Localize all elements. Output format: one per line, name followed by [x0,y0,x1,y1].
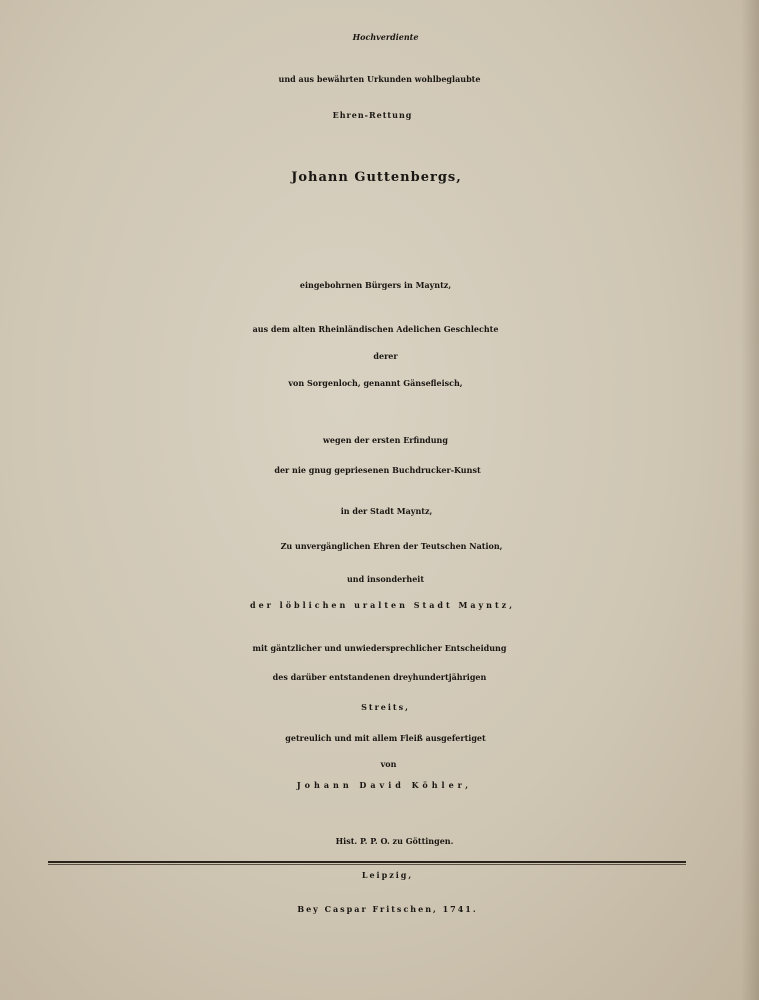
text-ausgefertiget: getreulich und mit allem Fleiß ausgefertiget [285,733,486,743]
divider-rule-thin [48,864,686,865]
text-von: von [380,759,397,769]
page-edge-shadow [741,0,759,1000]
text-entscheidung: mit gäntzlicher und unwiedersprechlicher Entscheidung [252,643,507,653]
text-stadt-mayntz: in der Stadt Mayntz, [340,506,433,516]
main-title-ehren-rettung: Ehren-Rettung [332,110,413,120]
imprint-publisher: Bey Caspar Fritschen, 1741. [297,904,478,914]
author-name: Johann David Köhler, [296,780,473,790]
text-erfindung: wegen der ersten Erfindung [323,435,448,445]
text-sorgenloch: von Sorgenloch, genannt Gänsefleisch, [288,378,463,388]
text-dreyhundertjaehrigen: des darüber entstandenen dreyhundertjährigen [272,672,487,682]
text-uralten-stadt: der löblichen uralten Stadt Mayntz, [249,600,515,610]
author-title: Hist. P. P. O. zu Göttingen. [335,836,454,846]
text-buergers: eingebohrnen Bürgers in Mayntz, [299,280,452,290]
text-geschlechte: aus dem alten Rheinländischen Adelichen Geschlechte [252,324,499,334]
main-title-guttenberg: Johann Guttenbergs, [291,170,462,185]
divider-rule [48,861,686,863]
imprint-place: Leipzig, [361,870,414,880]
text-teutschen-nation: Zu unvergänglichen Ehren der Teutschen Nation, [280,541,503,551]
text-insonderheit: und insonderheit [346,574,425,584]
text-buchdrucker-kunst: der nie gnug gepriesenen Buchdrucker-Kunst [274,465,481,475]
heading-hochverdiente: Hochverdiente [352,32,419,42]
text-streits: Streits, [361,702,410,712]
subtitle-urkunden: und aus bewährten Urkunden wohlbeglaubte [278,74,481,84]
text-derer: derer [373,351,398,361]
